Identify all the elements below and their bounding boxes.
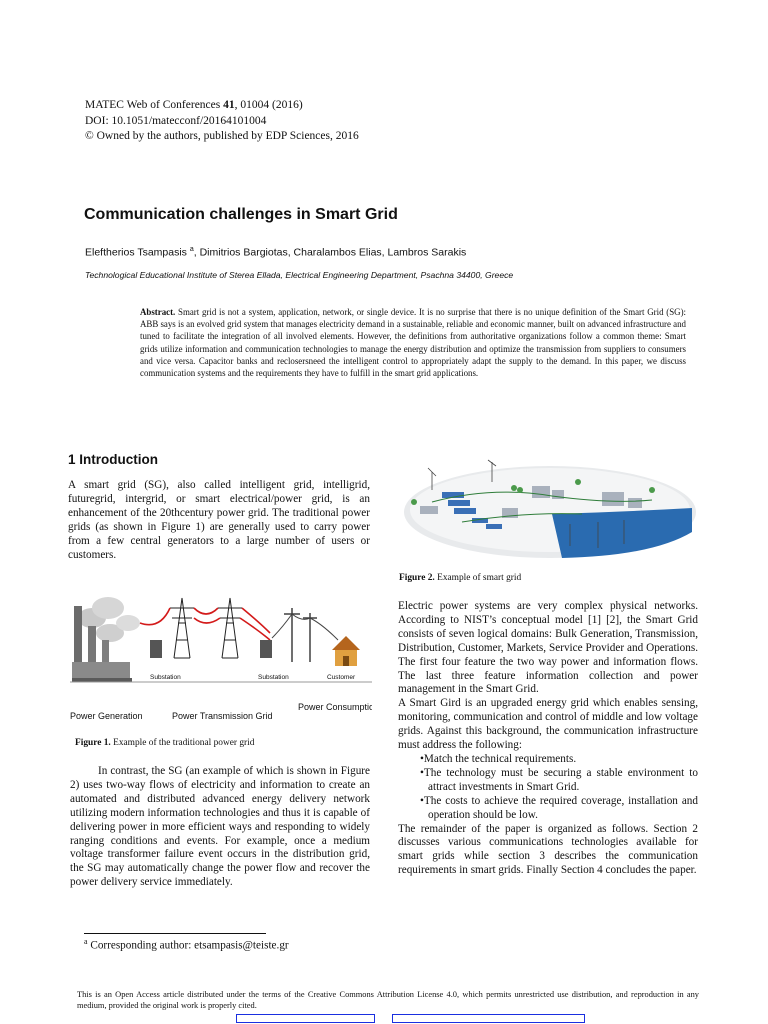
journal-header [85,98,359,145]
footnote: $^a$ Corresponding author: etsampasis@teiste.gr [84,937,289,952]
list-item: •Match the technical requirements. [420,752,577,765]
abstract [140,306,686,379]
right-column [398,600,698,878]
copyright-line: © Owned by the authors, published by EDP Sciences, 2016 [85,130,359,142]
figure-2-smart-grid [402,452,698,564]
label-substation-1: Substation [150,674,181,681]
list-item: •The technology must be securing a stable environment to attract investments in Smart Grid. [420,766,698,793]
figure-2-caption: Figure 2. Example of smart grid [399,573,522,583]
label-substation-2: Substation [258,674,289,681]
label-customer: Customer [327,674,356,681]
volume-number: 41 [223,99,235,111]
author-list: Eleftherios Tsampasis $^a$, Dimitrios Bargiotas, Charalambos Elias, Lambros Sarakis [85,246,467,259]
label-power-consumption: Power Consumption [298,702,372,712]
footnote-divider [84,933,266,934]
doi[interactable]: DOI: 10.1051/matecconf/20164101004 [85,114,267,127]
license-notice: This is an Open Access article distributed under the terms of the Creative Commons Attribution License 4.0, which permits unrestricted use distribution, and reproduction in any medium, provided the original work is properly cited. [77,990,699,1010]
affiliation: Technological Educational Institute of Sterea Ellada, Electrical Engineering Department, Psachna 34400, Greece [85,270,514,280]
section-heading-introduction: 1 Introduction [68,452,158,467]
label-power-transmission-grid: Power Transmission Grid [172,711,273,721]
right-paragraph-3: The remainder of the paper is organized as follows. Section 2 discusses various communications technologies available for smart grids while section 3 describes the communication requirements in smart grids. Finally Section 4 concludes the paper. [398,822,698,877]
intro-paragraph-1: A smart grid (SG), also called intelligent grid, intelligrid, futuregrid, intergrid, or smart electrical/power grid, is an enhancement of the 20thcentury power grid. The traditional power grids (as shown in Figure 1) are generally used to carry power from a few central generators to a large number of users or customers. [68,479,370,561]
license-link-box[interactable] [392,1014,585,1023]
intro-paragraph-2: In contrast, the SG (an example of which is shown in Figure 2) uses two-way flows of electricity and information to create an automated and distributed advanced energy delivery network utilizing modern information technologies and thus it is capable of delivering power in more efficient ways and responding to widely ranging conditions and events. For example, once a medium voltage transformer failure event occurs in the distribution grid, the SG may automatically change the power flow and recover the power delivery service immediately. [70,765,370,889]
requirements-list [398,753,698,823]
abstract-label: Abstract. [140,307,176,317]
figure-1-caption: Figure 1. Example of the traditional power grid [75,738,255,748]
paper-title: Communication challenges in Smart Grid [84,206,398,223]
journal-citation: MATEC Web of Conferences 41, 01004 (2016) [85,99,303,111]
abstract-text: Smart grid is not a system, application, network, or single device. It is no surprise that there is no unique definition of the Smart Grid (SG): ABB says is an evolved grid system that manages electricity demand in a sustainable, reliable and economic manner, built on advanced infrastructure and tuned to facilitate the integration of all involved elements. However, the definitions from authoritative organizations follow a common theme: Smart grids utilize information and communication technologies to manage the energy distribution and optimize the transmission from suppliers to consumers and vice versa. Capacitor banks and reclosersneed the intelligent control to appropriately adapt the supply to the demand. In this paper, we discuss communication systems and the requirements they have to fulfill in the smart grid applications. [140,307,686,379]
author-footnote-mark: a [189,246,194,253]
right-paragraph-1: Electric power systems are very complex physical networks. According to NIST’s conceptual model [1] [2], the Smart Grid consists of seven logical domains: Bulk Generation, Transmission, Distribution, Customer, Markets, Service Provider and Operations. The first four feature the two way power and information flows. The last three feature information collection and power management in the Smart Grid. [398,600,698,696]
right-paragraph-2: A Smart Gird is an upgraded energy grid which enables sensing, monitoring, communication and control of middle and low voltage grids. Against this background, the communication infrastructure must address the following: [398,697,698,752]
list-item: •The costs to achieve the required coverage, installation and operation should be low. [420,794,698,821]
article-link-box[interactable] [236,1014,375,1023]
label-power-generation: Power Generation [70,711,143,721]
figure-1-traditional-grid [70,578,372,728]
